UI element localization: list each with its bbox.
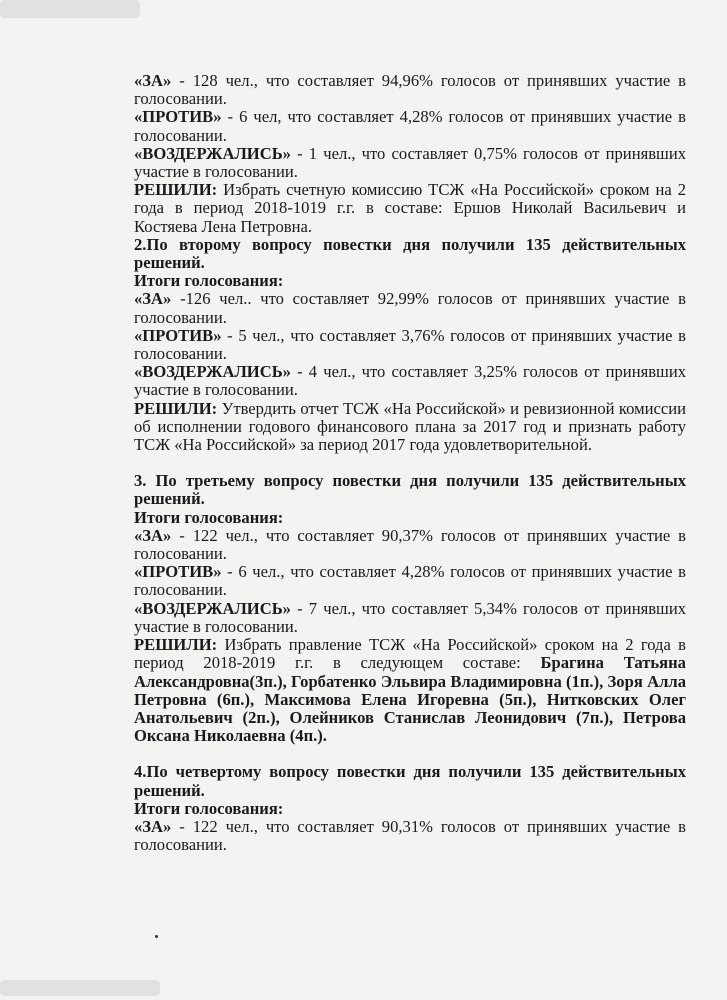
scan-artifact: [0, 980, 160, 996]
section-4: [134, 763, 686, 854]
section-1: [134, 72, 686, 236]
vote-for-line: «ЗА» -126 чел.. что составляет 92,99% голосов от принявших участие в голосовании.: [134, 289, 686, 327]
vote-abstain-line: «ВОЗДЕРЖАЛИСЬ» - 7 чел., что составляет 5,34% голосов от принявших участие в голосовании.: [134, 598, 686, 636]
vote-against-line: «ПРОТИВ» - 6 чел, что составляет 4,28% голосов от принявших участие в голосовании.: [134, 107, 686, 145]
decision-line: РЕШИЛИ: Избрать правление ТСЖ «На Российской» сроком на 2 года в период 2018-2019 г.г. в следующем составе: Брагина Татьяна Александровна(3п.), Горбатенко Эльвира Владимировна (1п.), Зоря Алла Петровна (6п.), Максимова Елена Игоревна (5п.), Нитковских Олег Анатольевич (2п.), Олейников Станислав Леонидович (7п.), Петрова Оксана Николаевна (4п.).: [134, 635, 686, 746]
vote-abstain-line: «ВОЗДЕРЖАЛИСЬ» - 4 чел., что составляет 3,25% голосов от принявших участие в голосовании.: [134, 362, 686, 400]
vote-against-line: «ПРОТИВ» - 6 чел., что составляет 4,28% голосов от принявших участие в голосовании.: [134, 562, 686, 600]
decision-line: РЕШИЛИ: Избрать счетную комиссию ТСЖ «На Российской» сроком на 2 года в период 2018-1019 г.г. в составе: Ершов Николай Васильевич и Костяева Лена Петровна.: [134, 180, 686, 236]
vote-for-line: «ЗА» - 122 чел., что составляет 90,31% голосов от принявших участие в голосовании.: [134, 816, 686, 855]
section-2: [134, 236, 686, 454]
vote-for-line: «ЗА» - 122 чел., что составляет 90,37% голосов от принявших участие в голосовании.: [134, 525, 686, 564]
section-heading: 4.По четвертому вопросу повестки дня получили 135 действительных решений.: [134, 762, 686, 800]
results-label: Итоги голосования:: [134, 271, 284, 291]
scan-dot: [155, 935, 158, 938]
decision-line: РЕШИЛИ: Утвердить отчет ТСЖ «На Российской» и ревизионной комиссии об исполнении годового финансового плана за 2017 год и признать работу ТСЖ «На Российской» за период 2017 года удовлетворительной.: [134, 398, 686, 455]
results-label: Итоги голосования:: [134, 798, 284, 818]
section-heading: 3. По третьему вопросу повестки дня получили 135 действительных решений.: [134, 471, 686, 509]
section-heading: 2.По второму вопросу повестки дня получили 135 действительных решений.: [134, 234, 686, 273]
document-body: [134, 72, 686, 854]
vote-for-line: «ЗА» - 128 чел., что составляет 94,96% голосов от принявших участие в голосовании.: [134, 71, 686, 109]
scan-artifact: [0, 0, 140, 18]
results-label: Итоги голосования:: [134, 507, 284, 527]
vote-abstain-line: «ВОЗДЕРЖАЛИСЬ» - 1 чел., что составляет 0,75% голосов от принявших участие в голосовании.: [134, 143, 686, 182]
vote-against-line: «ПРОТИВ» - 5 чел., что составляет 3,76% голосов от принявших участие в голосовании.: [134, 325, 686, 364]
section-3: [134, 472, 686, 745]
